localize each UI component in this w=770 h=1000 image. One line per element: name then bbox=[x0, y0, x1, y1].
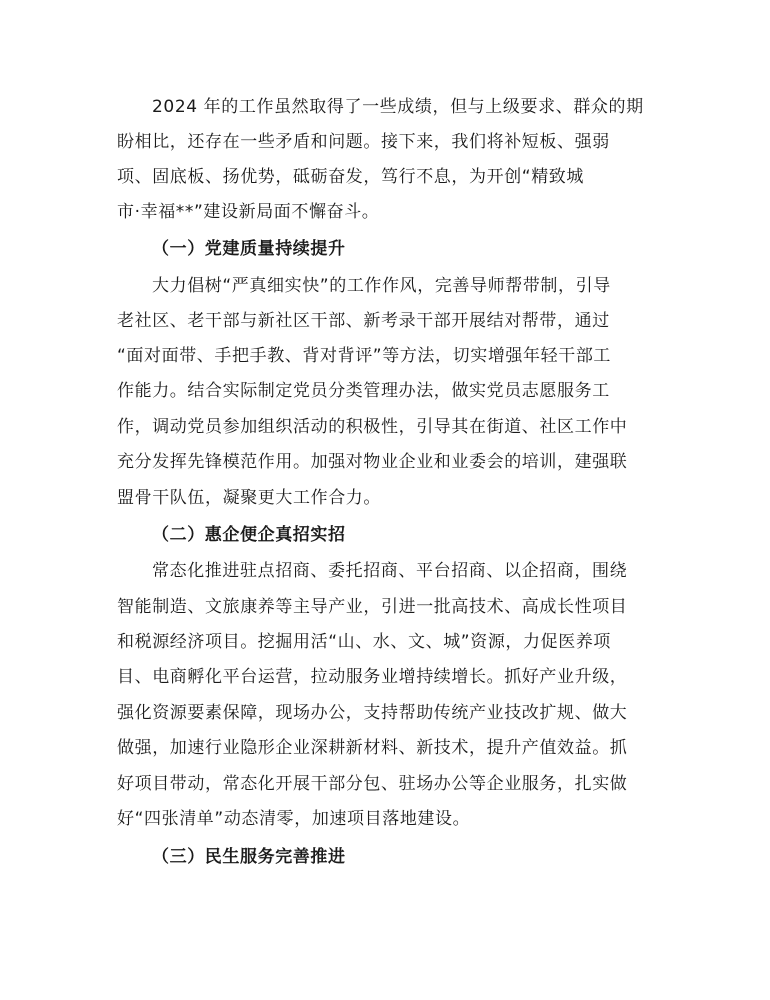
intro-line-2: 盼相比，还存在一些矛盾和问题。接下来，我们将补短板、强弱 bbox=[117, 132, 610, 152]
section1-line-7: 盟骨干队伍，凝聚更大工作合力。 bbox=[117, 488, 381, 508]
section1-line-5: 作，调动党员参加组织活动的积极性，引导其在街道、社区工作中 bbox=[117, 417, 628, 437]
intro-line-4: 市·幸福**”建设新局面不懈奋斗。 bbox=[117, 202, 380, 222]
section-heading-2: （二）惠企便企真招实招 bbox=[152, 525, 346, 545]
section2-line-4: 目、电商孵化平台运营，拉动服务业增持续增长。抓好产业升级， bbox=[117, 667, 628, 687]
section2-line-2: 智能制造、文旅康养等主导产业，引进一批高技术、高成长性项目 bbox=[117, 597, 628, 617]
section1-line-4: 作能力。结合实际制定党员分类管理办法，做实党员志愿服务工 bbox=[117, 381, 610, 401]
section1-line-1: 大力倡树“严真细实快”的工作作风，完善导师帮带制，引导 bbox=[152, 276, 611, 296]
section-heading-3: （三）民生服务完善推进 bbox=[152, 847, 346, 867]
section2-line-3: 和税源经济项目。挖掘用活“山、水、文、城”资源，力促医养项 bbox=[117, 632, 612, 652]
section1-line-2: 老社区、老干部与新社区干部、新考录干部开展结对帮带，通过 bbox=[117, 311, 610, 331]
intro-line-3: 项、固底板、扬优势，砥砺奋发，笃行不息，为开创“精致城 bbox=[117, 167, 585, 187]
section2-line-5: 强化资源要素保障，现场办公，支持帮助传统产业技改扩规、做大 bbox=[117, 703, 628, 723]
section1-line-3: “面对面带、手把手教、背对背评”等方法，切实增强年轻干部工 bbox=[117, 346, 612, 366]
section2-line-7: 好项目带动，常态化开展干部分包、驻场办公等企业服务，扎实做 bbox=[117, 774, 628, 794]
section1-line-6: 充分发挥先锋模范作用。加强对物业企业和业委会的培训，建强联 bbox=[117, 452, 628, 472]
section2-line-8: 好“四张清单”动态清零，加速项目落地建设。 bbox=[117, 809, 471, 829]
section2-line-1: 常态化推进驻点招商、委托招商、平台招商、以企招商，围绕 bbox=[152, 561, 628, 581]
intro-line-1: 2024 年的工作虽然取得了一些成绩，但与上级要求、群众的期 bbox=[152, 97, 644, 117]
section2-line-6: 做强，加速行业隐形企业深耕新材料、新技术，提升产值效益。抓 bbox=[117, 738, 628, 758]
section-heading-1: （一）党建质量持续提升 bbox=[152, 239, 346, 259]
